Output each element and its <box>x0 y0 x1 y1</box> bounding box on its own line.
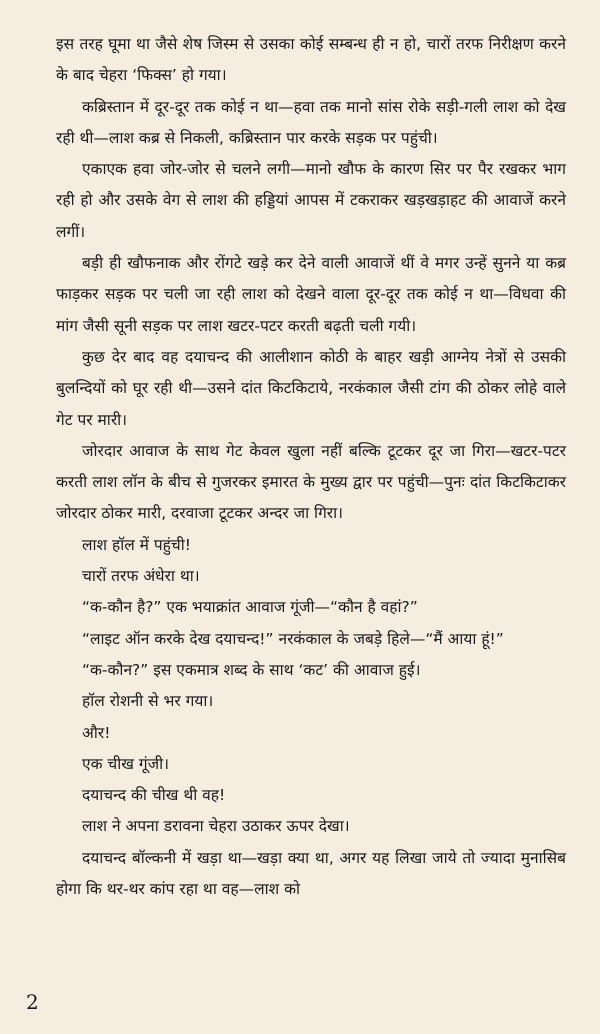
paragraph-10: “लाइट ऑन करके देख दयाचन्द!” नरकंकाल के जबड़े हिले—“मैं आया हूं!” <box>82 629 504 648</box>
paragraph-8: चारों तरफ अंधेरा था। <box>82 567 200 586</box>
paragraph-2: कब्रिस्तान में दूर-दूर तक कोई न था—हवा तक मानो सांस रोके सड़ी-गली लाश को देख रही थी—लाश कब्र से निकली, कब्रिस्तान पार करके सड़क पर पहुंची। <box>56 97 566 147</box>
page-body-text <box>56 29 566 905</box>
paragraph-5: कुछ देर बाद वह दयाचन्द की आलीशान कोठी के बाहर खड़ी आग्नेय नेत्रों से उसकी बुलन्दियों को घूर रही थी—उसने दांत किटकिटाये, नरकंकाल जैसी टांग की ठोकर लोहे वाले गेट पर मारी। <box>56 347 566 429</box>
paragraph-6: जोरदार आवाज के साथ गेट केवल खुला नहीं बल्कि टूटकर दूर जा गिरा—खटर-पटर करती लाश लॉन के बीच से गुजरकर इमारत के मुख्य द्वार पर पहुंची—पुनः दांत किटकिटाकर जोरदार ठोकर मारी, दरवाजा टूटकर अन्दर जा गिरा। <box>56 441 566 523</box>
paragraph-11: “क-कौन?” इस एकमात्र शब्द के साथ ‘कट’ की आवाज हुई। <box>82 660 421 679</box>
page-number: 2 <box>26 990 39 1014</box>
paragraph-12: हॉल रोशनी से भर गया। <box>82 692 214 711</box>
paragraph-15: दयाचन्द की चीख थी वह! <box>82 786 226 805</box>
paragraph-1: इस तरह घूमा था जैसे शेष जिस्म से उसका कोई सम्बन्ध ही न हो, चारों तरफ निरीक्षण करने के बाद चेहरा ‘फिक्स’ हो गया। <box>56 35 566 85</box>
paragraph-4: बड़ी ही खौफनाक और रोंगटे खड़े कर देने वाली आवाजें थीं वे मगर उन्हें सुनने या कब्र फाड़कर सड़क पर चली जा रही लाश को देखने वाला दूर-दूर तक कोई न था—विधवा की मांग जैसी सूनी सड़क पर लाश खटर-पटर करती बढ़ती चली गयी। <box>56 254 566 335</box>
paragraph-3: एकाएक हवा जोर-जोर से चलने लगी—मानो खौफ के कारण सिर पर पैर रखकर भाग रही हो और उसके वेग से लाश की हड्डियां आपस में टकराकर खड़खड़ाहट की आवाजें करने लगीं। <box>56 160 566 241</box>
paragraph-13: और! <box>82 723 111 742</box>
paragraph-17: दयाचन्द बॉल्कनी में खड़ा था—खड़ा क्या था, अगर यह लिखा जाये तो ज्यादा मुनासिब होगा कि थर-थर कांप रहा था वह—लाश को <box>56 848 566 899</box>
paragraph-16: लाश ने अपना डरावना चेहरा उठाकर ऊपर देखा। <box>82 817 350 836</box>
paragraph-14: एक चीख गूंजी। <box>82 754 169 773</box>
paragraph-7: लाश हॉल में पहुंची! <box>82 535 191 554</box>
paragraph-9: “क-कौन है?” एक भयाक्रांत आवाज गूंजी—“कौन है वहां?” <box>82 598 418 617</box>
